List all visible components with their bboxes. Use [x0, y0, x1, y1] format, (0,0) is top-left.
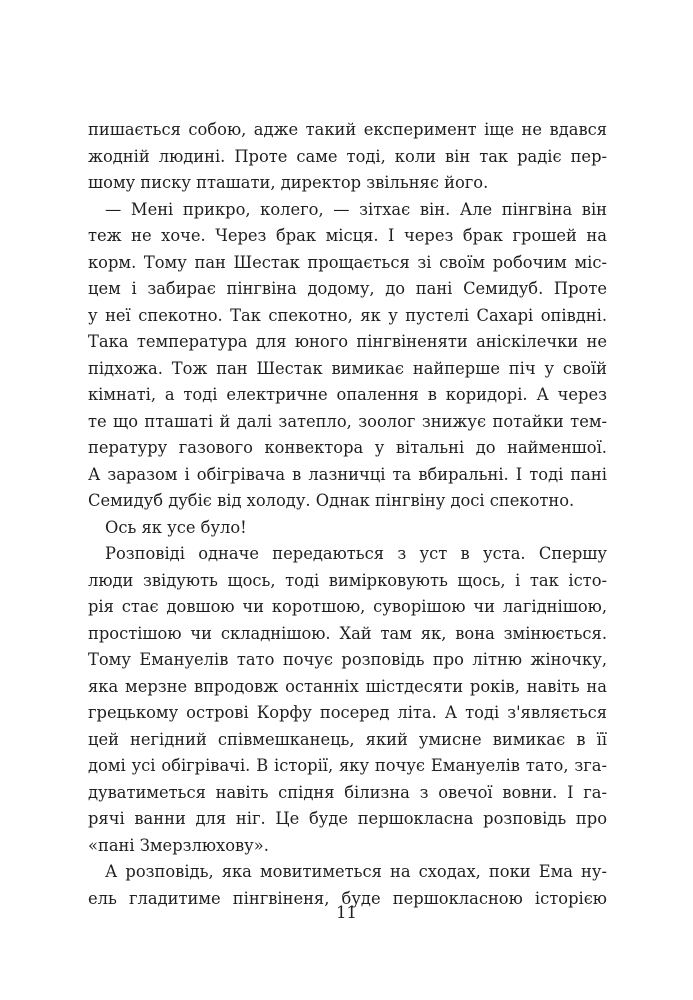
text-line: рячі ванни для ніг. Це буде першокласна розповідь про — [88, 809, 607, 828]
text-line: теж не хоче. Через брак місця. І через брак грошей на — [88, 226, 607, 245]
text-line: Така температура для юного пінгвіненяти аніскілечки не — [88, 332, 607, 351]
text-line: пишається собою, адже такий експеримент іще не вдався — [88, 120, 607, 139]
text-line: цем і забирає пінгвіна додому, до пані Семидуб. Проте — [88, 279, 607, 298]
body-text — [88, 117, 607, 912]
text-line: підхожа. Тож пан Шестак вимикає найперше піч у своїй — [88, 358, 607, 378]
text-line: «пані Змерзлюхову». — [88, 835, 269, 855]
text-line: жодній людині. Проте саме тоді, коли він так радіє пер- — [88, 146, 607, 166]
text-line: Розповіді одначе передаються з уст в уста. Спершу — [105, 544, 607, 563]
text-line: кімнаті, а тоді електричне опалення в коридорі. А через — [88, 385, 607, 404]
text-line: люди звідують щось, тоді вимірковують щось, і так істо- — [88, 570, 607, 590]
text-line: шому писку пташати, директор звільняє його. — [88, 173, 489, 192]
text-line: домі усі обігрівачі. В історії, яку почує Емануелів тато, зга- — [88, 756, 607, 775]
text-line: простішою чи складнішою. Хай там як, вона змінюється. — [88, 623, 607, 643]
text-line: А заразом і обігрівача в лазничці та вбиральні. І тоді пані — [88, 464, 607, 484]
text-line: Семидуб дубіє від холоду. Однак пінгвіну досі спекотно. — [88, 491, 575, 510]
page-number: 11 — [336, 903, 357, 922]
text-line: ель гладитиме пінгвіненя, буде першокласною історією — [88, 888, 607, 908]
text-line: корм. Тому пан Шестак прощається зі своїм робочим міс- — [88, 252, 607, 272]
text-line: яка мерзне впродовж останніх шістдесяти років, навіть на — [88, 676, 607, 696]
text-line: А розповідь, яка мовитиметься на сходах, поки Ема ну- — [105, 862, 607, 881]
text-line: цей негідний співмешканець, який умисне вимикає в її — [88, 729, 607, 749]
text-line: у неї спекотно. Так спекотно, як у пустелі Сахарі опівдні. — [88, 305, 607, 325]
text-line: Тому Емануелів тато почує розповідь про літню жіночку, — [88, 650, 607, 669]
text-line: дуватиметься навіть спідня білизна з овечої вовни. І га- — [88, 782, 607, 802]
text-line: Ось як усе було! — [105, 517, 247, 537]
text-line: те що пташаті й далі затепло, зоолог знижує потайки тем- — [88, 411, 607, 431]
text-line: — Мені прикро, колего, — зітхає він. Але пінгвіна він — [105, 199, 607, 219]
text-line: пературу газового конвектора у вітальні до найменшої. — [88, 438, 607, 457]
text-line: рія стає довшою чи коротшою, суворішою чи лагіднішою, — [88, 597, 607, 616]
text-line: грецькому острові Корфу посеред літа. А тоді з'являється — [88, 703, 607, 722]
